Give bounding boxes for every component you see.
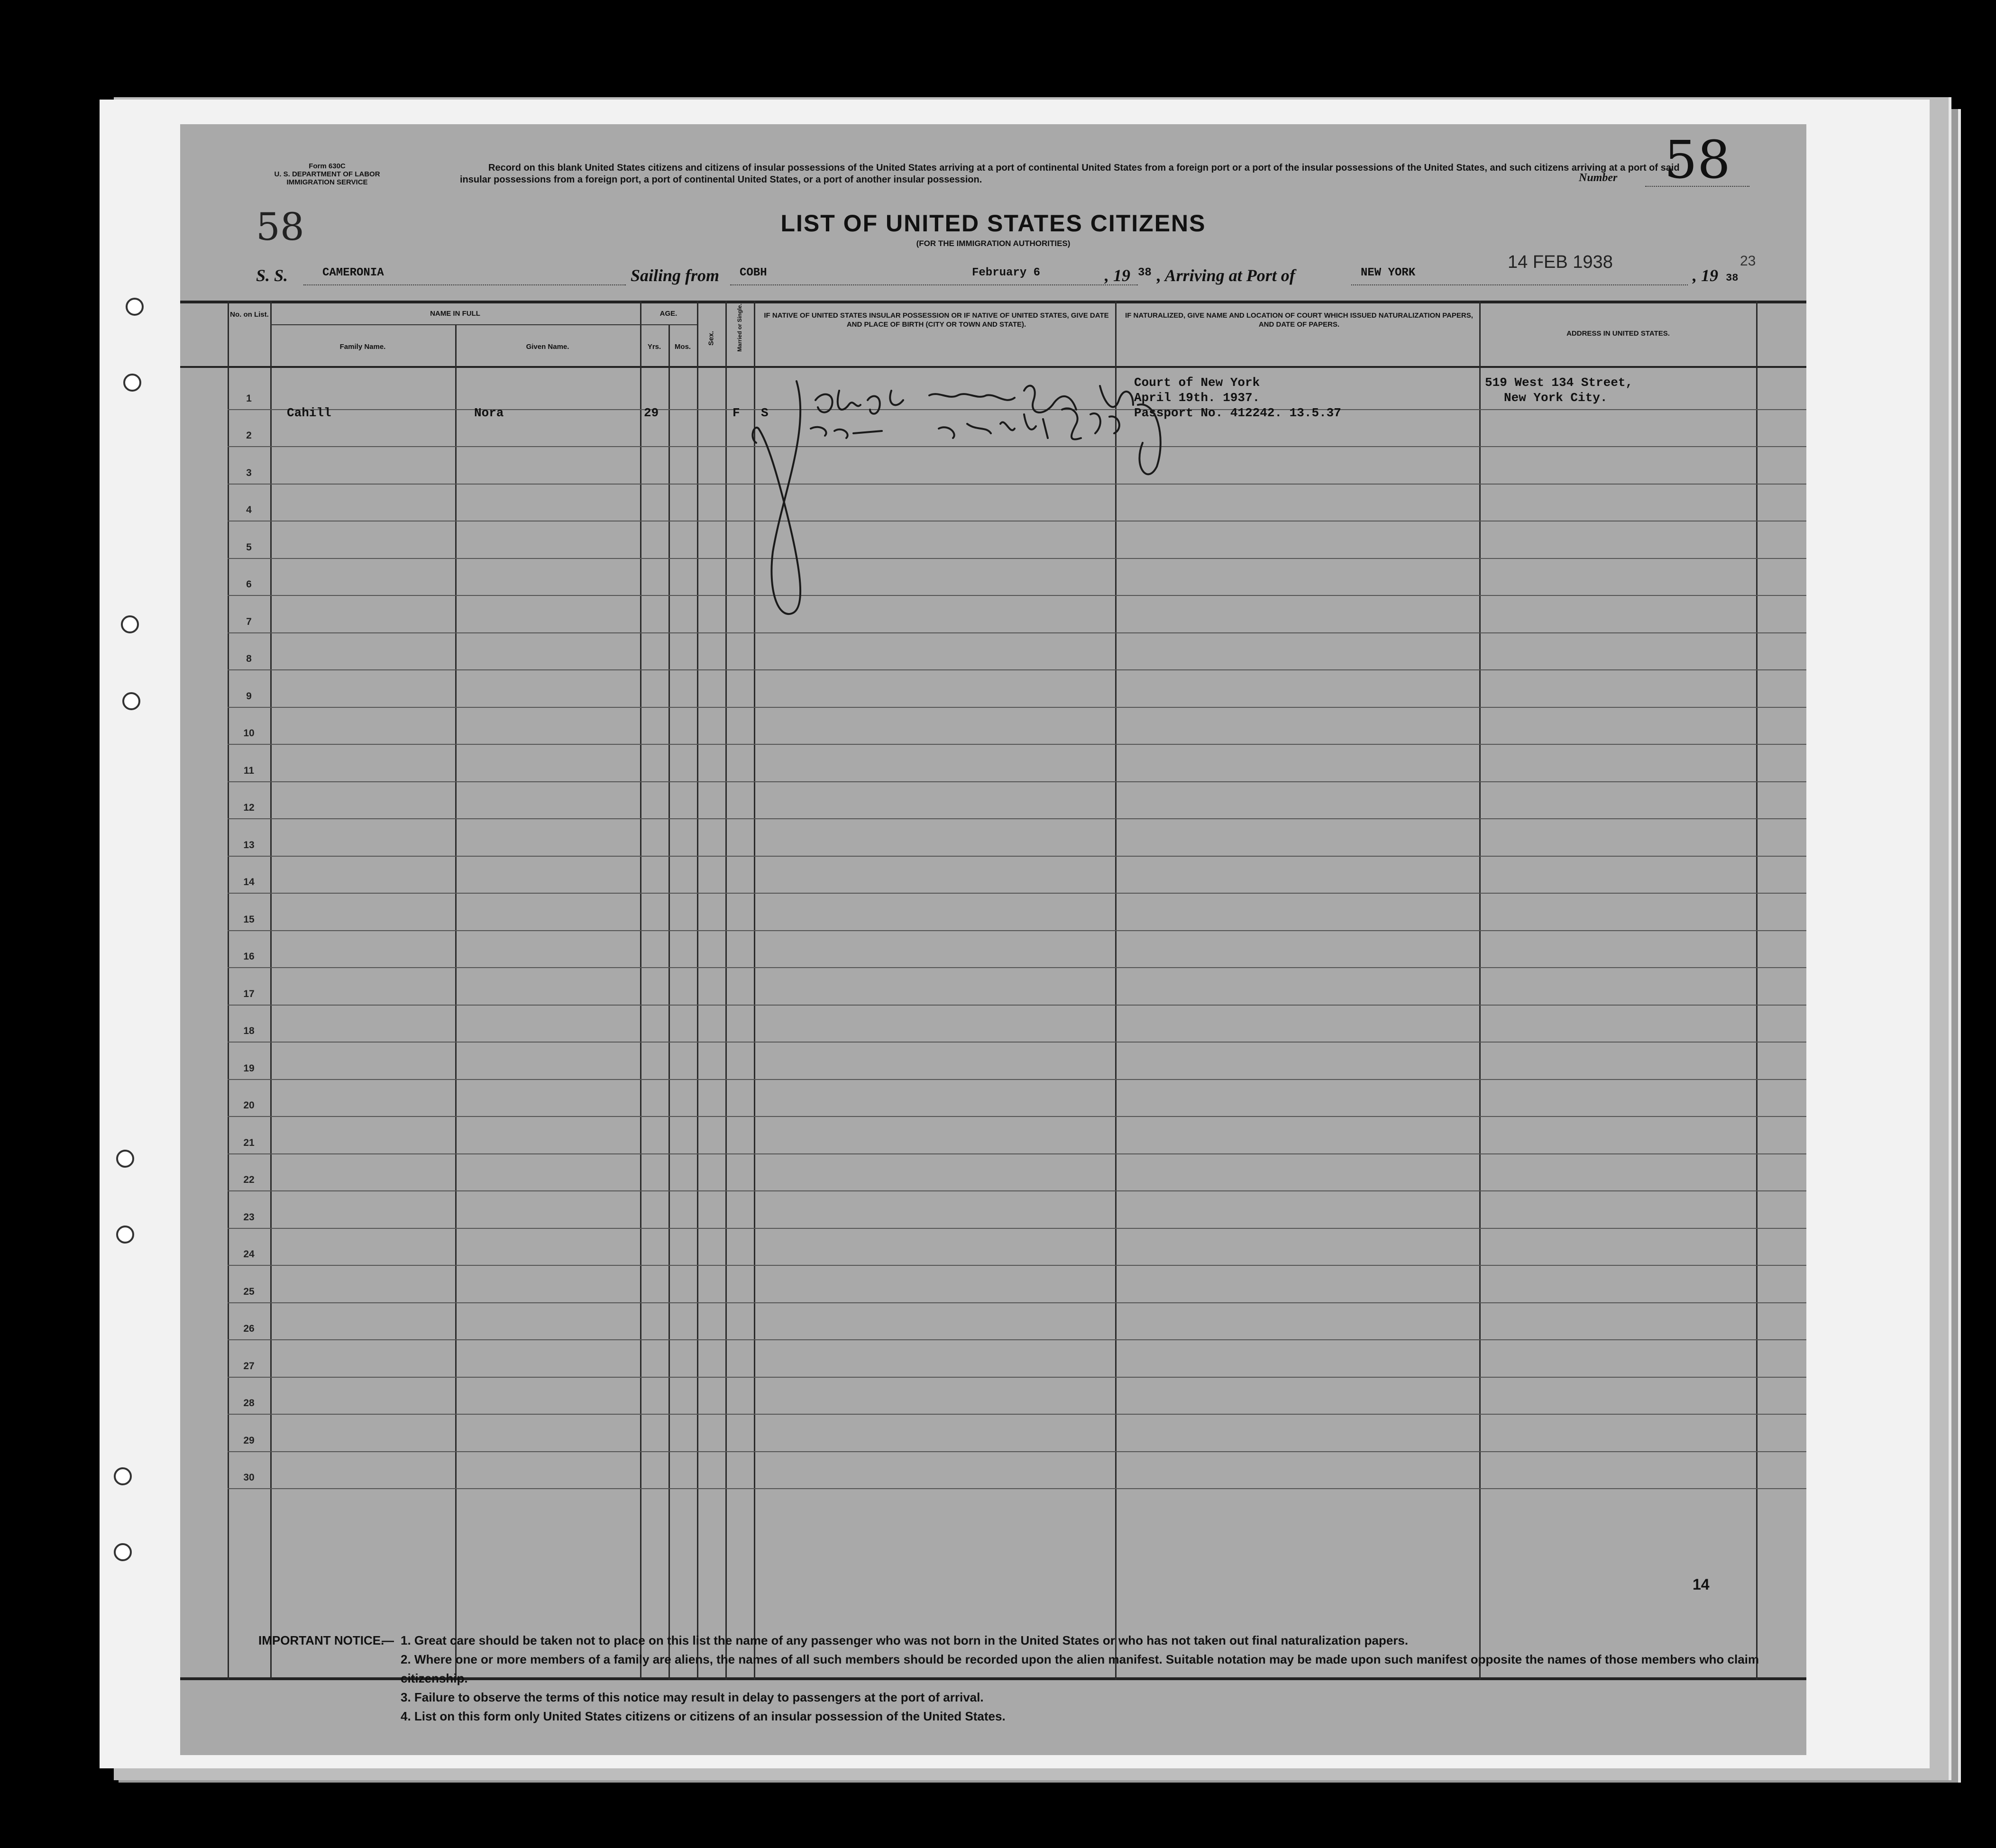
notice-item-1: 1. Great care should be taken not to place on this list the name of any passenger who was not born in the United States or who has not taken out final naturalization papers. [401, 1633, 1409, 1647]
sailing-from: COBH [740, 266, 767, 279]
row-number: 13 [243, 839, 255, 851]
col-sep [640, 301, 641, 1680]
sail-year: 38 [1138, 266, 1152, 279]
row-number: 29 [243, 1435, 255, 1446]
row-line [228, 1005, 1806, 1006]
page-title: LIST OF UNITED STATES CITIZENS [780, 210, 1206, 237]
col-sep [1479, 301, 1481, 1680]
entry-address-line1: 519 West 134 Street, [1485, 375, 1633, 390]
entry-sex: F [732, 406, 740, 420]
col-sep [455, 325, 457, 1680]
row-line [228, 1265, 1806, 1266]
binder-hole [121, 615, 139, 633]
col-no: No. on List. [230, 311, 269, 319]
service: IMMIGRATION SERVICE [286, 178, 368, 186]
row-line [228, 818, 1806, 819]
manifest-form: Form 630C U. S. DEPARTMENT OF LABOR IMMIGRATION SERVICE 58 Record on this blank United States citizens and citizens of insular possessions of the United States arriving at a port of continental United States from a foreign port or a port of the insular possessions of the United States, and such citizens arriving at a port of said insular possessions from a foreign port, a port of continental United States, or a port of another insular possession. Number 58 LIST OF UNITED STATES CITIZENS (FOR THE IMMIGRATION AUTHORITIES) S. S. CAMERONIA Sailing from COBH February 6 , 19 38 , Arriving at Port of NEW YORK 14 FEB 1938 , 19 38 23 No. on List. NAME IN FULL Family Name. Given Name. AGE. Yrs. Mos. Sex. Married or Single. IF NATIVE OF UNITED STATES INSULAR POSSESSION OR IF NATIVE OF UNITED STATES, GIVE DATE AND PLACE OF BIRTH (CITY OR TOWN AND STATE). IF NATURALIZED, GIVE NAME AND LOCATION OF COURT WHICH ISSUED NATURALIZATION PAPERS, AND DATE OF PAPERS. ADDRESS IN UNITED STATES. 1 2 3 4 5 6 7 8 9 10 11 12 13 14 15 16 17 18 19 20 21 22 23 24 25 26 27 28 29 30 Cahill Nora 29 F S Court of New York April 19th. 1937. Passport No. 412242. 13.5.37 519 West 134 Street, New York City. 14 IMPORTANT NOTICE. — 1. Great care should be taken not to place on this list the name of any passenger who was not born in the United States or who has not taken out final naturalization papers. 2. Where one or more members of a family are aliens, the names of all such members should be recorded upon the alien manifest. Suitable notation may be made upon such manifest opposite the names of those members who claim citizenship. 3. Failure to observe the terms of this notice may result in delay to passengers at the port of arrival. 4. List on this form only United States citizens or citizens of an insular possession of the United States. [180, 124, 1806, 1755]
binder-hole [122, 692, 140, 710]
row-line [228, 1116, 1806, 1117]
row-number: 5 [246, 541, 252, 553]
row-line [228, 1451, 1806, 1452]
row-number: 8 [246, 653, 252, 664]
row-line [228, 1079, 1806, 1080]
entry-family-name: Cahill [287, 406, 331, 420]
row-number: 30 [243, 1472, 255, 1483]
row-number: 11 [243, 765, 255, 776]
row-line [228, 669, 1806, 670]
col-sep [697, 301, 698, 1680]
notice-heading: IMPORTANT NOTICE. [258, 1633, 385, 1647]
binder-hole [116, 1150, 134, 1168]
col-sep [725, 301, 727, 1680]
col-sep [228, 301, 229, 1680]
number-label: Number [1579, 172, 1618, 184]
row-number: 3 [246, 467, 252, 478]
binder-hole [114, 1467, 132, 1485]
binder-hole [114, 1543, 132, 1561]
row-number: 14 [243, 877, 255, 887]
number-value: 58 [1645, 134, 1749, 187]
header-bottom-rule [180, 366, 1806, 368]
row-number: 4 [246, 504, 252, 515]
col-sex: Sex. [707, 331, 715, 346]
arrive-year-handwritten: 23 [1740, 253, 1756, 269]
col-address: ADDRESS IN UNITED STATES. [1566, 329, 1670, 338]
department: U. S. DEPARTMENT OF LABOR [274, 170, 380, 178]
manifest-table [180, 301, 1806, 1680]
instructions: Record on this blank United States citizens and citizens of insular possessions of the United States arriving at a port of continental United States from a foreign port or a port of the insular possessions of the United States, and such citizens arriving at a port of said insular possessions from a foreign port, a port of continental United States, or a port of another insular possession. [460, 163, 1680, 185]
entry-address-line2: New York City. [1504, 391, 1608, 405]
row-line [228, 707, 1806, 708]
col-birth: IF NATIVE OF UNITED STATES INSULAR POSSESSION OR IF NATIVE OF UNITED STATES, GIVE DATE AND PLACE OF BIRTH (CITY OR TOWN AND STATE). [764, 311, 1109, 329]
row-number: 1 [246, 393, 252, 404]
table-top-rule [180, 301, 1806, 303]
entry-given-name: Nora [474, 406, 504, 420]
notice-item-2: 2. Where one or more members of a family are aliens, the names of all such members should be recorded upon the alien manifest. Suitable notation may be made upon such manifest opposite the names of those members who claim citizenship. [401, 1652, 1759, 1685]
row-number: 27 [243, 1360, 255, 1372]
ss-label: S. S. [256, 266, 288, 285]
row-number: 10 [243, 728, 255, 739]
sailing-underline [730, 284, 1138, 285]
arrive-year-prefix: , 19 [1693, 266, 1718, 285]
row-number: 22 [243, 1174, 255, 1185]
page-total: 14 [1693, 1576, 1710, 1593]
arrival-date-stamp: 14 FEB 1938 [1508, 252, 1613, 272]
entry-married: S [761, 406, 769, 420]
row-line [228, 1302, 1806, 1303]
row-number: 7 [246, 616, 252, 627]
row-number: 21 [243, 1137, 255, 1148]
name-subrule [270, 324, 640, 325]
port-underline [1351, 284, 1688, 285]
row-line [228, 1153, 1806, 1154]
binder-hole [126, 298, 144, 316]
row-line [228, 1228, 1806, 1229]
col-given-name: Given Name. [526, 343, 569, 351]
row-number: 2 [246, 430, 252, 441]
row-number: 24 [243, 1249, 255, 1260]
page-subtitle: (FOR THE IMMIGRATION AUTHORITIES) [916, 239, 1071, 248]
row-number: 28 [243, 1398, 255, 1409]
inspector-signature [740, 372, 1176, 637]
row-number: 25 [243, 1286, 255, 1297]
row-number: 6 [246, 579, 252, 590]
sail-date: February 6 [972, 266, 1041, 279]
row-line [228, 1414, 1806, 1415]
entry-court-line1: Court of New York [1134, 375, 1260, 390]
binder-hole [123, 374, 141, 392]
entry-court-line3: Passport No. 412242. 13.5.37 [1134, 406, 1341, 420]
row-number: 19 [243, 1062, 255, 1074]
row-number: 26 [243, 1323, 255, 1334]
sailing-label: Sailing from [631, 266, 720, 285]
row-number: 20 [243, 1100, 255, 1111]
form-id [266, 162, 389, 186]
notice-items [401, 1631, 1790, 1726]
ship-name: CAMERONIA [322, 266, 384, 279]
row-number: 9 [246, 690, 252, 702]
row-line [228, 1190, 1806, 1191]
row-line [228, 930, 1806, 931]
entry-court-line2: April 19th. 1937. [1134, 391, 1260, 405]
row-line [228, 1339, 1806, 1340]
entry-age-years: 29 [644, 406, 659, 420]
col-yrs: Yrs. [647, 343, 661, 351]
col-sep [1756, 301, 1758, 1680]
row-line [228, 967, 1806, 968]
col-naturalized: IF NATURALIZED, GIVE NAME AND LOCATION OF COURT WHICH ISSUED NATURALIZATION PAPERS, AND DATE OF PAPERS. [1125, 311, 1473, 329]
corner-mark: 58 [256, 205, 304, 249]
arrive-year: 38 [1726, 272, 1739, 284]
row-number: 17 [243, 988, 255, 999]
col-sep [270, 301, 272, 1680]
col-family-name: Family Name. [339, 343, 386, 351]
age-subrule [640, 324, 697, 325]
col-name-in-full: NAME IN FULL [430, 310, 480, 318]
row-number: 15 [243, 914, 255, 925]
sail-year-prefix: , 19 [1105, 266, 1130, 285]
notice-item-4: 4. List on this form only United States citizens or citizens of an insular possession of the United States. [401, 1709, 1006, 1723]
row-number: 23 [243, 1211, 255, 1223]
row-line [228, 1042, 1806, 1043]
arrival-port: NEW YORK [1361, 266, 1416, 279]
arriving-label: , Arriving at Port of [1157, 266, 1295, 285]
col-sep [668, 325, 670, 1680]
row-number: 16 [243, 951, 255, 962]
binder-hole [116, 1226, 134, 1244]
row-number: 12 [243, 802, 255, 813]
col-married: Married or Single. [736, 303, 743, 352]
row-line [228, 893, 1806, 894]
row-line [228, 1377, 1806, 1378]
col-mos: Mos. [674, 343, 691, 351]
row-number: 18 [243, 1025, 255, 1036]
notice-item-3: 3. Failure to observe the terms of this notice may result in delay to passengers at the port of arrival. [401, 1690, 984, 1704]
row-line [228, 1488, 1806, 1489]
form-number: Form 630C [309, 162, 346, 170]
row-line [228, 781, 1806, 782]
ship-underline [303, 284, 626, 285]
row-line [228, 744, 1806, 745]
row-line [228, 856, 1806, 857]
col-age: AGE. [659, 310, 678, 318]
